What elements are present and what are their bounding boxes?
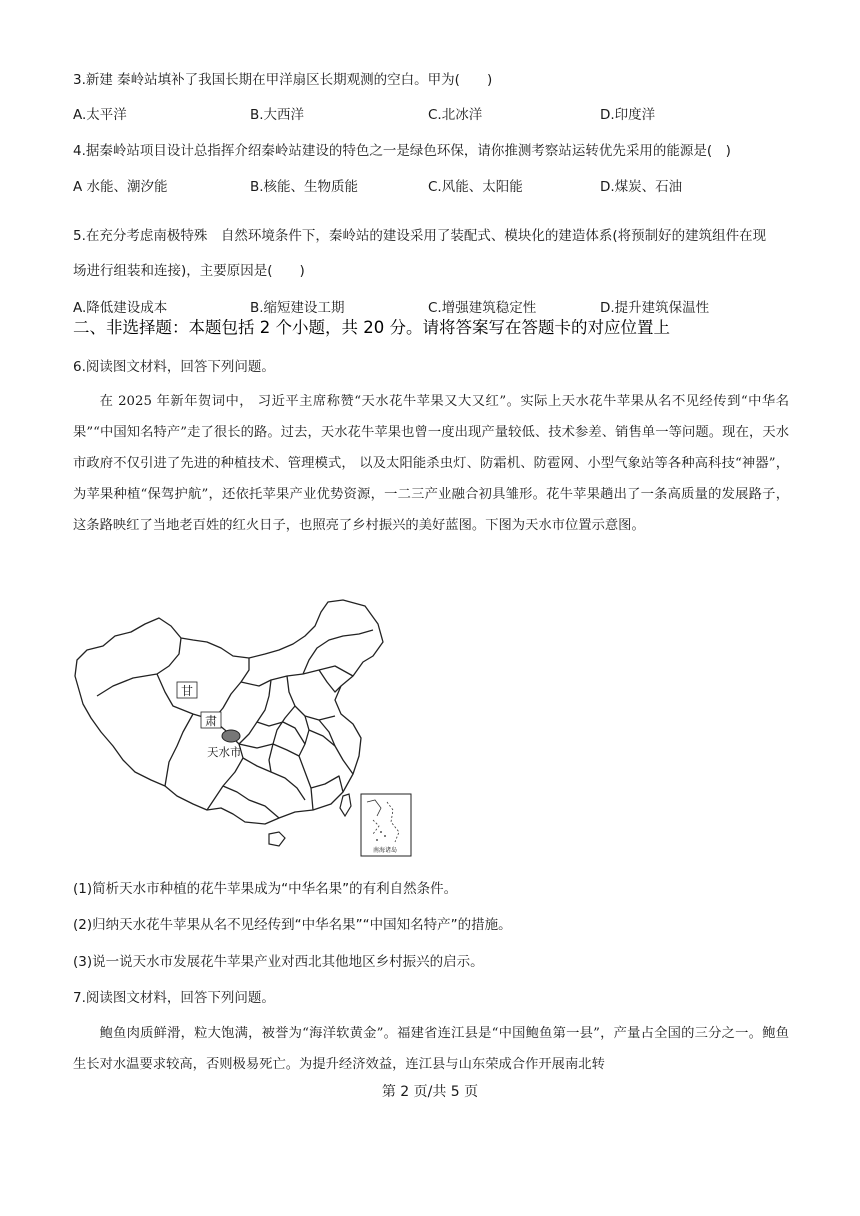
q6-passage: [73, 386, 789, 541]
q4-option-d: D.煤炭、石油: [600, 179, 683, 195]
map-label-tianshui: 天水市: [207, 745, 242, 759]
q4-option-b: B.核能、生物质能: [250, 179, 359, 195]
q7-intro: 7.阅读图文材料，回答下列问题。: [73, 990, 275, 1006]
q5-option-c: C.增强建筑稳定性: [428, 300, 537, 316]
south-china-sea-inset: [361, 794, 411, 856]
q4-option-a: A 水能、潮汐能: [73, 179, 168, 195]
q6-sub2: (2)归纳天水花牛苹果从名不见经传到“中华名果”“中国知名特产”的措施。: [73, 917, 512, 933]
taiwan-island: [340, 794, 351, 816]
q5-stem-line2: 场进行组装和连接)，主要原因是( ): [73, 263, 305, 279]
hainan-island: [269, 832, 285, 846]
map-label-gan: 甘: [181, 684, 194, 698]
q3-option-c: C.北冰洋: [428, 107, 483, 123]
q5-option-d: D.提升建筑保温性: [600, 300, 710, 316]
q3-option-a: A.太平洋: [73, 107, 127, 123]
tianshui-marker: [222, 730, 240, 742]
q5-option-b: B.缩短建设工期: [250, 300, 345, 316]
page-footer: 第 2 页/共 5 页: [381, 1084, 479, 1100]
q6-sub1: (1)简析天水市种植的花牛苹果成为“中华名果”的有利自然条件。: [73, 881, 458, 897]
q5-stem-line1: 5.在充分考虑南极特殊 自然环境条件下，秦岭站的建设采用了装配式、模块化的建造体系(将预制好的建筑组件在现: [73, 228, 767, 244]
q3-option-d: D.印度洋: [600, 107, 656, 123]
q6-sub3: (3)说一说天水市发展花牛苹果产业对西北其他地区乡村振兴的启示。: [73, 954, 484, 970]
q5-option-a: A.降低建设成本: [73, 300, 168, 316]
q3-stem: 3.新建 秦岭站填补了我国长期在甲洋扇区长期观测的空白。甲为( ): [73, 72, 493, 88]
q6-intro: 6.阅读图文材料，回答下列问题。: [73, 359, 275, 375]
map-label-su: 肃: [205, 714, 218, 728]
q7-passage: [73, 1018, 789, 1080]
inset-label: 南海诸岛: [373, 847, 398, 854]
section-heading: 二、非选择题：本题包括 2 个小题，共 20 分。请将答案写在答题卡的对应位置上: [73, 318, 670, 337]
q4-stem: 4.据秦岭站项目设计总指挥介绍秦岭站建设的特色之一是绿色环保，请你推测考察站运转优先采用的能源是( ): [73, 143, 731, 159]
tianshui-location-map: [73, 596, 413, 858]
q7-passage-text: 鲍鱼肉质鲜滑，粒大饱满，被誉为“海洋软黄金”。福建省连江县是“中国鲍鱼第一县”，产量占全国的三分之一。鲍鱼生长对水温要求较高，否则极易死亡。为提升经济效益，连江县与山东荣成合作开展南北转: [73, 1026, 789, 1072]
china-outline: [75, 600, 383, 824]
q6-passage-text: 在 2025 年新年贺词中， 习近平主席称赞“天水花牛苹果又大又红”。实际上天水花牛苹果从名不见经传到“中华名果”“中国知名特产”走了很长的路。过去，天水花牛苹果也曾一度出现产量较低、技术参差、销售单一等问题。现在，天水市政府不仅引进了先进的种植技术、管理模式， 以及太阳能杀虫灯、防霜机、防雹网、小型气象站等各种高科技“神器”，为苹果种植“保驾护航”，还依托苹果产业优势资源，一二三产业融合初具雏形。花牛苹果趟出了一条高质量的发展路子，这条路映红了当地老百姓的红火日子，也照亮了乡村振兴的美好蓝图。下图为天水市位置示意图。: [73, 394, 789, 533]
q3-option-b: B.大西洋: [250, 107, 305, 123]
q4-option-c: C.风能、太阳能: [428, 179, 523, 195]
